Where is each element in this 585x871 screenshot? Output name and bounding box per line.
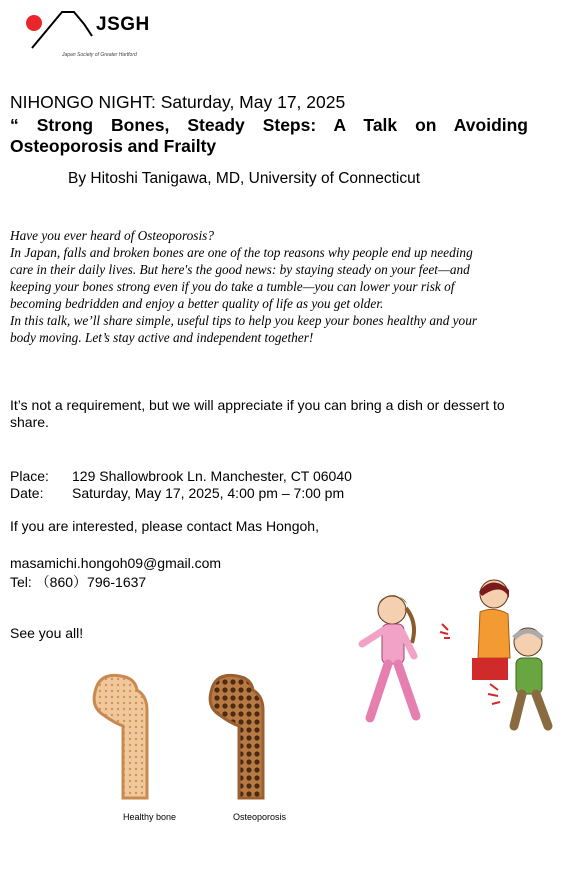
- intro-line: body moving. Let’s stay active and independent together!: [10, 330, 314, 345]
- intro-line: In this talk, we’ll share simple, useful tips to help you keep your bones healthy and your: [10, 313, 478, 328]
- place-label: Place:: [10, 468, 49, 484]
- logo-subtitle: Japan Society of Greater Hartford: [62, 52, 137, 58]
- place-value: 129 Shallowbrook Ln. Manchester, CT 06040: [72, 468, 352, 484]
- bone-comparison-illustration: [85, 670, 315, 830]
- walking-people-icon: [352, 568, 570, 736]
- intro-line: keeping your bones strong even if you do take a tumble—you can lower your risk of: [10, 279, 455, 294]
- event-title: NIHONGO NIGHT: Saturday, May 17, 2025: [10, 92, 346, 112]
- date-row: [10, 485, 344, 501]
- logo-name: JSGH: [96, 14, 150, 35]
- intro-line: becoming bedridden and enjoy a better quality of life as you get older.: [10, 296, 384, 311]
- dish-note-line1: It’s not a requirement, but we will appreciate if you can bring a dish or dessert to: [10, 397, 505, 413]
- email-link[interactable]: masamichi.hongoh09@gmail.com: [10, 555, 222, 571]
- date-value: Saturday, May 17, 2025, 4:00 pm – 7:00 pm: [72, 485, 345, 501]
- intro-line: Have you ever heard of Osteoporosis?: [10, 228, 214, 243]
- place-row: [10, 468, 352, 484]
- femur-bones-icon: [85, 670, 315, 805]
- intro-line: care in their daily lives. But here's the good news: by staying steady on your feet—and: [10, 262, 470, 277]
- contact-intro: If you are interested, please contact Mas Hongoh,: [10, 518, 319, 534]
- date-label: Date:: [10, 485, 44, 501]
- closing: See you all!: [10, 625, 84, 641]
- talk-title-line2: Osteoporosis and Frailty: [10, 136, 217, 156]
- intro-line: In Japan, falls and broken bones are one of the top reasons why people end up needing: [10, 245, 473, 260]
- osteoporosis-caption: Osteoporosis: [233, 812, 287, 822]
- byline: By Hitoshi Tanigawa, MD, University of Connecticut: [68, 170, 421, 187]
- people-illustration: [352, 568, 570, 736]
- healthy-bone-caption: Healthy bone: [123, 812, 177, 822]
- dish-note-line2: share.: [10, 414, 49, 430]
- telephone: Tel: （860）796-1637: [10, 574, 147, 590]
- talk-title-line1: “ Strong Bones, Steady Steps: A Talk on Avoiding: [10, 115, 528, 135]
